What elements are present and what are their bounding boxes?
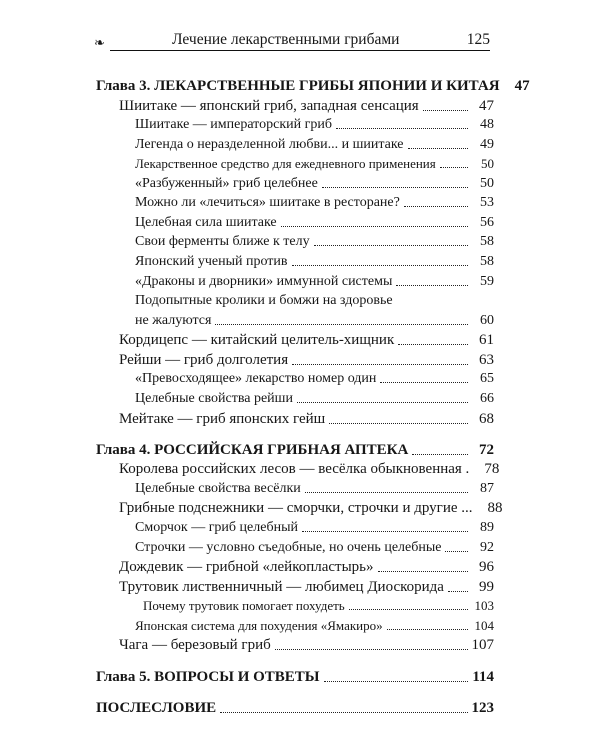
toc-page: 60 bbox=[480, 313, 494, 328]
toc-page: 50 bbox=[480, 176, 494, 191]
leader-dots bbox=[423, 110, 468, 111]
toc-title: Японский ученый против bbox=[135, 254, 288, 269]
toc-page: 72 bbox=[479, 442, 494, 458]
toc-page: 47 bbox=[479, 98, 494, 114]
toc-entry[interactable] bbox=[135, 234, 494, 250]
leader-dots bbox=[412, 454, 468, 455]
toc-entry[interactable] bbox=[135, 176, 494, 192]
leader-dots bbox=[215, 324, 468, 325]
toc-entry[interactable] bbox=[119, 411, 494, 428]
toc-entry[interactable] bbox=[135, 313, 494, 329]
ornament-icon: ❧ bbox=[94, 35, 105, 50]
toc-title: Глава 4. РОССИЙСКАЯ ГРИБНАЯ АПТЕКА bbox=[96, 442, 409, 458]
toc-title: Целебные свойства рейши bbox=[135, 391, 293, 406]
leader-dots bbox=[292, 364, 468, 365]
toc-entry[interactable] bbox=[135, 371, 494, 387]
leader-dots bbox=[378, 571, 468, 572]
toc-entry[interactable] bbox=[135, 540, 494, 556]
leader-dots bbox=[292, 265, 469, 266]
leader-dots bbox=[324, 681, 468, 682]
toc-entry[interactable] bbox=[135, 117, 494, 133]
toc-title: Легенда о неразделенной любви... и шиитаке bbox=[135, 137, 404, 152]
toc-page: 107 bbox=[471, 637, 494, 653]
toc-page: 56 bbox=[480, 215, 494, 230]
toc-page: 89 bbox=[480, 520, 494, 535]
running-page-number: 125 bbox=[466, 31, 490, 48]
toc-title-line-1[interactable]: Подопытные кролики и бомжи на здоровье bbox=[135, 293, 393, 308]
leader-dots bbox=[302, 531, 468, 532]
toc-title: Строчки — условно съедобные, но очень целебные bbox=[135, 540, 442, 555]
toc-chapter-4[interactable] bbox=[96, 442, 494, 459]
toc-page: 47 bbox=[514, 78, 530, 94]
toc-title: Дождевик — грибной «лейкопластырь» bbox=[119, 559, 374, 575]
leader-dots bbox=[445, 551, 468, 552]
leader-dots bbox=[349, 609, 468, 610]
toc-entry[interactable] bbox=[119, 637, 494, 654]
toc-page: 58 bbox=[480, 234, 494, 249]
leader-dots bbox=[448, 591, 468, 592]
toc-entry[interactable] bbox=[119, 579, 494, 596]
toc-title: Рейши — гриб долголетия bbox=[119, 352, 289, 368]
toc-page: 96 bbox=[479, 559, 494, 575]
leader-dots bbox=[220, 712, 467, 713]
toc-afterword[interactable] bbox=[96, 700, 494, 717]
toc-page: 49 bbox=[480, 137, 494, 152]
toc-entry[interactable] bbox=[143, 598, 494, 614]
toc-entry[interactable] bbox=[135, 215, 494, 231]
toc-entry[interactable] bbox=[119, 559, 494, 576]
toc-page: 92 bbox=[480, 540, 494, 555]
toc-entry[interactable] bbox=[119, 352, 494, 369]
toc-title: Целебные свойства весёлки bbox=[135, 481, 301, 496]
running-title: Лечение лекарственными грибами bbox=[172, 31, 400, 48]
toc-title: Свои ферменты ближе к телу bbox=[135, 234, 310, 249]
toc-page: 65 bbox=[480, 371, 494, 386]
toc-title: «Драконы и дворники» иммунной системы bbox=[135, 274, 393, 289]
leader-dots bbox=[404, 206, 468, 207]
toc-title-continuation: не жалуются bbox=[135, 313, 212, 328]
toc-page: 63 bbox=[479, 352, 494, 368]
toc-title: Глава 5. ВОПРОСЫ И ОТВЕТЫ bbox=[96, 669, 320, 685]
toc-title: «Превосходящее» лекарство номер один bbox=[135, 371, 377, 386]
toc-entry[interactable] bbox=[119, 332, 494, 349]
toc-page: 123 bbox=[471, 700, 494, 716]
toc-entry[interactable] bbox=[135, 520, 494, 536]
toc-title: Лекарственное средство для ежедневного применения bbox=[135, 156, 436, 171]
toc-entry[interactable] bbox=[119, 461, 500, 478]
toc-title: Глава 3. ЛЕКАРСТВЕННЫЕ ГРИБЫ ЯПОНИИ И КИТАЯ bbox=[96, 78, 500, 94]
toc-title: Шиитаке — императорский гриб bbox=[135, 117, 332, 132]
toc-title: Чага — березовый гриб bbox=[119, 637, 271, 653]
toc-title: Можно ли «лечиться» шиитаке в ресторане? bbox=[135, 195, 400, 210]
toc-page: 87 bbox=[480, 481, 494, 496]
toc-entry[interactable] bbox=[135, 156, 494, 172]
toc-page: 78 bbox=[484, 461, 500, 477]
toc-title: Целебная сила шиитаке bbox=[135, 215, 277, 230]
toc-entry[interactable] bbox=[119, 500, 503, 517]
toc-title: Кордицепс — китайский целитель-хищник bbox=[119, 332, 395, 348]
leader-dots bbox=[440, 167, 468, 168]
toc-title: Японская система для похудения «Ямакиро» bbox=[135, 618, 383, 633]
toc-entry[interactable] bbox=[119, 98, 494, 115]
toc-title: ПОСЛЕСЛОВИЕ bbox=[96, 700, 217, 716]
toc-entry[interactable] bbox=[135, 254, 494, 270]
toc-entry[interactable] bbox=[135, 481, 494, 497]
leader-dots bbox=[322, 187, 468, 188]
leader-dots bbox=[398, 344, 468, 345]
leader-dots bbox=[396, 285, 468, 286]
toc-page: 61 bbox=[479, 332, 494, 348]
toc-page: 53 bbox=[480, 195, 494, 210]
toc-page: 59 bbox=[480, 274, 494, 289]
toc-entry[interactable] bbox=[135, 274, 494, 290]
toc-title: Сморчок — гриб целебный bbox=[135, 520, 298, 535]
toc-title: Королева российских лесов — весёлка обыкновенная . bbox=[119, 461, 470, 477]
toc-chapter-3[interactable] bbox=[96, 78, 530, 95]
leader-dots bbox=[329, 423, 468, 424]
toc-chapter-5[interactable] bbox=[96, 669, 494, 686]
toc-title: Почему трутовик помогает похудеть bbox=[143, 598, 345, 613]
toc-page: 58 bbox=[480, 254, 494, 269]
toc-entry[interactable] bbox=[135, 195, 494, 211]
leader-dots bbox=[305, 492, 468, 493]
leader-dots bbox=[387, 629, 468, 630]
toc-title: Трутовик лиственничный — любимец Диоскорида bbox=[119, 579, 444, 595]
toc-title: Грибные подснежники — сморчки, строчки и другие ... bbox=[119, 500, 473, 516]
leader-dots bbox=[380, 382, 468, 383]
toc-page: 48 bbox=[480, 117, 494, 132]
toc-title: Шиитаке — японский гриб, западная сенсация bbox=[119, 98, 419, 114]
leader-dots bbox=[336, 128, 468, 129]
toc-title: «Разбуженный» гриб целебнее bbox=[135, 176, 318, 191]
toc-page: 68 bbox=[479, 411, 494, 427]
toc-entry[interactable] bbox=[135, 391, 494, 407]
toc-page: 114 bbox=[472, 669, 494, 685]
toc-title: Мейтаке — гриб японских гейш bbox=[119, 411, 326, 427]
leader-dots bbox=[275, 649, 468, 650]
leader-dots bbox=[408, 148, 468, 149]
toc-page: 104 bbox=[474, 618, 494, 633]
toc-page: 66 bbox=[480, 391, 494, 406]
toc-entry[interactable] bbox=[135, 137, 494, 153]
leader-dots bbox=[281, 226, 468, 227]
leader-dots bbox=[314, 245, 468, 246]
toc-page: 50 bbox=[481, 156, 494, 171]
toc-page: 103 bbox=[474, 598, 494, 613]
toc-entry[interactable] bbox=[135, 618, 494, 634]
toc-page: 99 bbox=[479, 579, 494, 595]
leader-dots bbox=[297, 402, 468, 403]
toc-page: 88 bbox=[487, 500, 503, 516]
